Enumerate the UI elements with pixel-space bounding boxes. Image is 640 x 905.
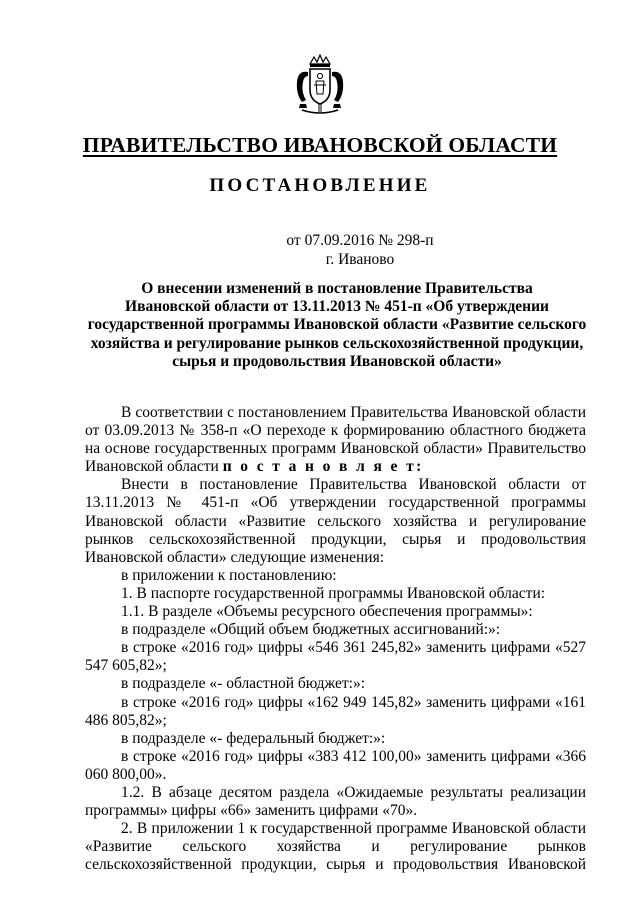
document-city: г. Иваново: [325, 251, 395, 268]
body-paragraph: 1.2. В абзаце десятом раздела «Ожидаемые результаты реализации программы» цифры «66» заменить цифрами «70».: [85, 783, 586, 820]
document-type: ПОСТАНОВЛЕНИЕ: [209, 175, 431, 196]
subject-line: Ивановской области от 13.11.2013 № 451-п «Об утверждении: [125, 298, 549, 316]
body-paragraph: 2. В приложении 1 к государственной программе Ивановской области «Развитие сельского хозяйства и регулирование рынков сельскохозяйственной продукции, сырья и продовольствия Ивановской: [85, 820, 586, 874]
body-paragraph: в подразделе «- областной бюджет:»:: [121, 675, 366, 693]
body-paragraph: 1.1. В разделе «Объемы ресурсного обеспечения программы»:: [121, 603, 533, 621]
body-paragraph: Внести в постановление Правительства Ивановской области от 13.11.2013 № 451-п «Об утверждении государственной программы Ивановской области «Развитие сельского хозяйства и регулирование рынков сельскохозяйственной продукции, сырья и продовольствия Ивановской области» следующие изменения:: [85, 476, 586, 566]
document-body: [85, 404, 586, 874]
coat-of-arms-icon: [288, 52, 352, 116]
body-paragraph: в подразделе «Общий объем бюджетных ассигнований:»:: [121, 621, 501, 639]
subject-line: О внесении изменений в постановление Правительства: [141, 280, 533, 297]
government-title: ПРАВИТЕЛЬСТВО ИВАНОВСКОЙ ОБЛАСТИ: [82, 133, 558, 157]
body-paragraph: в приложении к постановлению:: [121, 566, 337, 584]
body-paragraph: 1. В паспорте государственной программы Ивановской области:: [121, 584, 546, 602]
body-paragraph: В соответствии с постановлением Правительства Ивановской области от 03.09.2013 № 358-п «О переходе к формированию областного бюджета на основе государственных программ Ивановской области» Правительство Ивановской области п о с т а н о в л я е т:: [85, 404, 586, 476]
subject-line: хозяйства и регулирование рынков сельскохозяйственной продукции,: [90, 334, 584, 352]
body-paragraph: в строке «2016 год» цифры «546 361 245,82» заменить цифрами «527 547 605,82»;: [85, 639, 586, 675]
document-subject: [80, 280, 594, 371]
resolution-verb: п о с т а н о в л я е т:: [222, 458, 424, 476]
subject-line: государственной программы Ивановской области «Развитие сельского: [87, 316, 587, 334]
body-paragraph: в строке «2016 год» цифры «383 412 100,00» заменить цифрами «366 060 800,00».: [85, 747, 586, 783]
subject-line: сырья и продовольствия Ивановской области»: [172, 352, 502, 370]
body-paragraph: в подразделе «- федеральный бюджет:»:: [121, 729, 386, 747]
document-date-number: от 07.09.2016 № 298-п: [286, 232, 434, 249]
body-paragraph: в строке «2016 год» цифры «162 949 145,82» заменить цифрами «161 486 805,82»;: [85, 693, 586, 729]
